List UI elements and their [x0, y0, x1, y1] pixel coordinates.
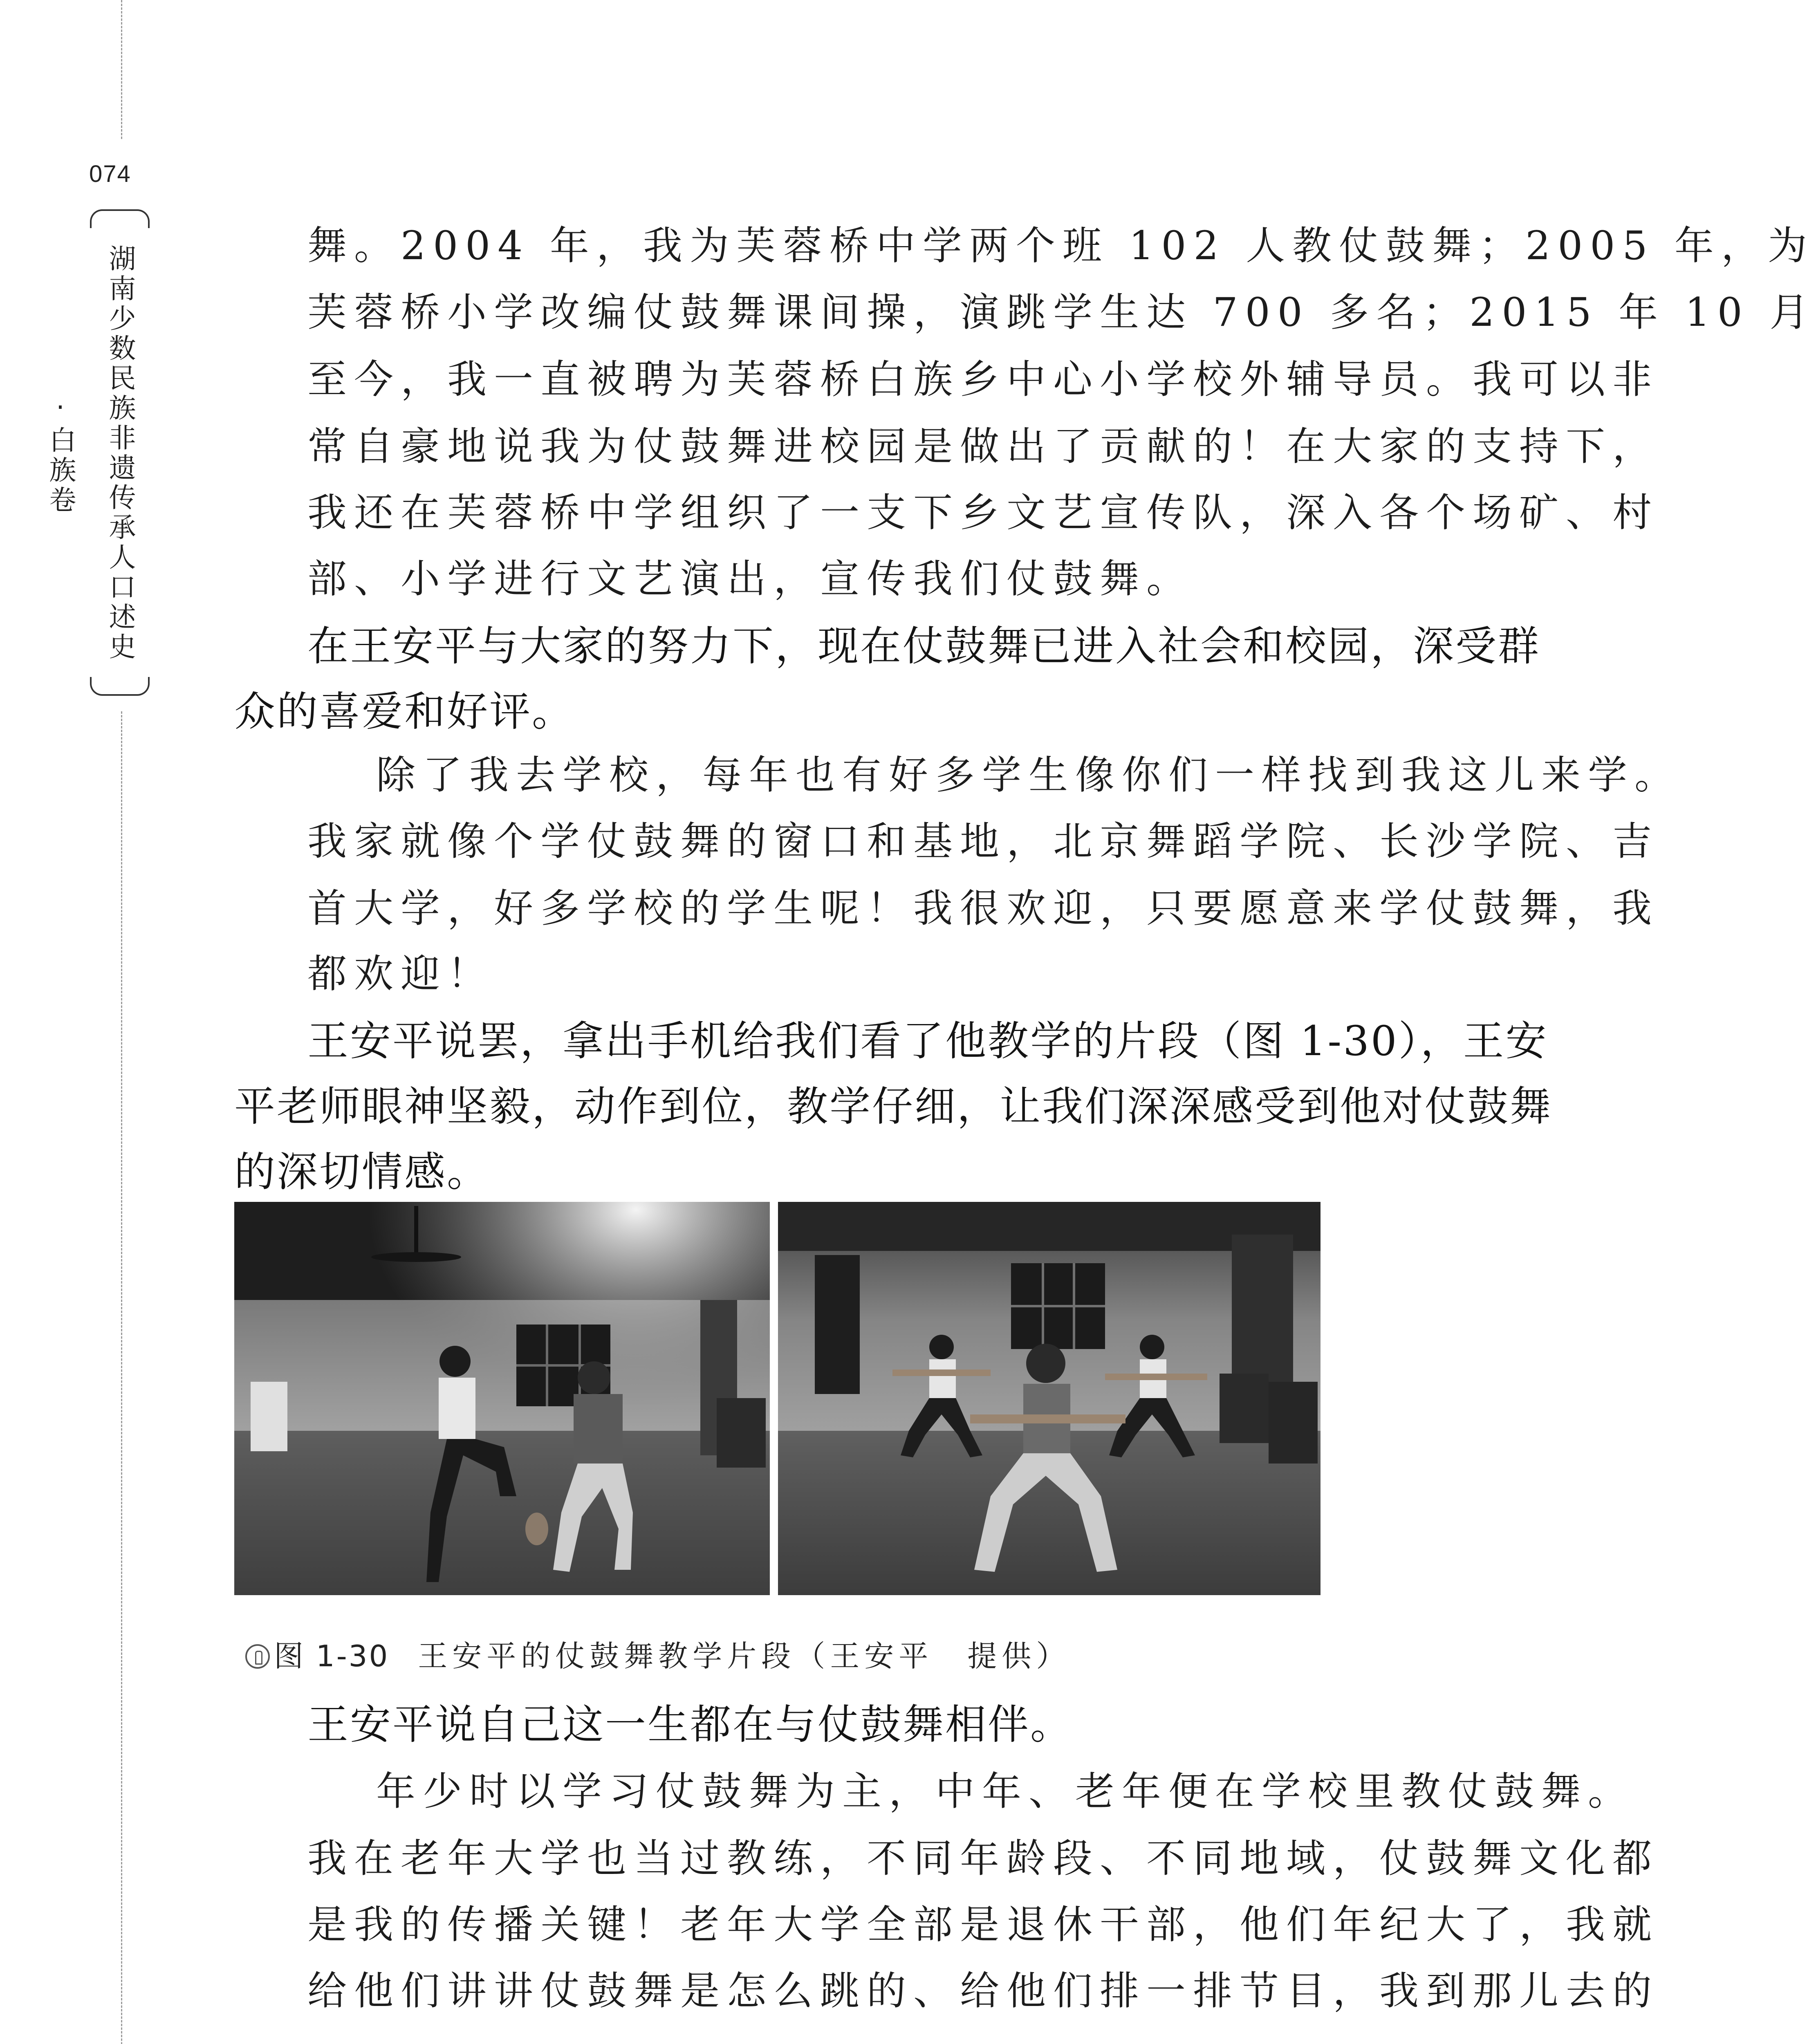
text-line: 平老师眼神坚毅，动作到位，教学仔细，让我们深深感受到他对仗鼓舞 [234, 1083, 1552, 1130]
text-line: 我家就像个学仗鼓舞的窗口和基地，北京舞蹈学院、长沙学院、吉 [307, 818, 1659, 864]
text-line: 首大学，好多学校的学生呢！我很欢迎，只要愿意来学仗鼓舞，我 [307, 885, 1659, 931]
text-line: 芙蓉桥小学改编仗鼓舞课间操，演跳学生达 700 多名；2015 年 10 月 [307, 289, 1816, 335]
photo-teaching-scene-right [778, 1202, 1321, 1595]
text-line: 除了我去学校，每年也有好多学生像你们一样找到我这儿来学。 [376, 752, 1681, 798]
page-number: 074 [89, 161, 131, 187]
running-head [45, 209, 151, 696]
text-line: 我还在芙蓉桥中学组织了一支下乡文艺宣传队，深入各个场矿、村 [307, 490, 1659, 536]
text-line: 众的喜爱和好评。 [234, 688, 574, 735]
margin-dashed-rule-bottom [121, 711, 122, 2044]
text-line: 给他们讲讲仗鼓舞是怎么跳的、给他们排一排节目，我到那儿去的 [307, 1968, 1659, 2014]
camera-icon [245, 1644, 270, 1669]
text-line: 我在老年大学也当过教练，不同年龄段、不同地域，仗鼓舞文化都 [307, 1836, 1659, 1881]
text-line: 常自豪地说我为仗鼓舞进校园是做出了贡献的！在大家的支持下， [307, 424, 1659, 469]
text-line: 王安平说自己这一生都在与仗鼓舞相伴。 [307, 1701, 1073, 1748]
text-line: 至今，我一直被聘为芙蓉桥白族乡中心小学校外辅导员。我可以非 [307, 356, 1659, 402]
margin-dashed-rule-top [121, 0, 122, 139]
text-line: 部、小学进行文艺演出，宣传我们仗鼓舞。 [307, 556, 1193, 602]
text-line: 舞。2004 年，我为芙蓉桥中学两个班 102 人教仗鼓舞；2005 年，为 [307, 223, 1814, 269]
text-line: 王安平说罢，拿出手机给我们看了他教学的片段（图 1-30），王安 [307, 1017, 1548, 1065]
figure-caption-text: 王安平的仗鼓舞教学片段（王安平 提供） [418, 1639, 1071, 1673]
running-head-bracket-bottom [90, 677, 150, 696]
text-line: 都欢迎！ [307, 951, 494, 997]
figure-photo-left [234, 1202, 770, 1595]
running-head-title: 湖南少数民族非遗传承人口述史·白族卷 [45, 244, 136, 662]
figure-caption [245, 1632, 1349, 1675]
running-head-bracket-top [90, 209, 150, 228]
text-line: 是我的传播关键！老年大学全部是退休干部，他们年纪大了，我就 [307, 1902, 1659, 1948]
text-line: 在王安平与大家的努力下，现在仗鼓舞已进入社会和校园，深受群 [307, 622, 1540, 670]
text-line: 的深切情感。 [234, 1148, 489, 1196]
text-line: 年少时以学习仗鼓舞为主，中年、老年便在学校里教仗鼓舞。 [376, 1768, 1634, 1814]
figure-label: 图 1-30 [274, 1639, 390, 1673]
photo-teaching-scene-left [234, 1202, 770, 1595]
figure-photo-right [778, 1202, 1321, 1595]
